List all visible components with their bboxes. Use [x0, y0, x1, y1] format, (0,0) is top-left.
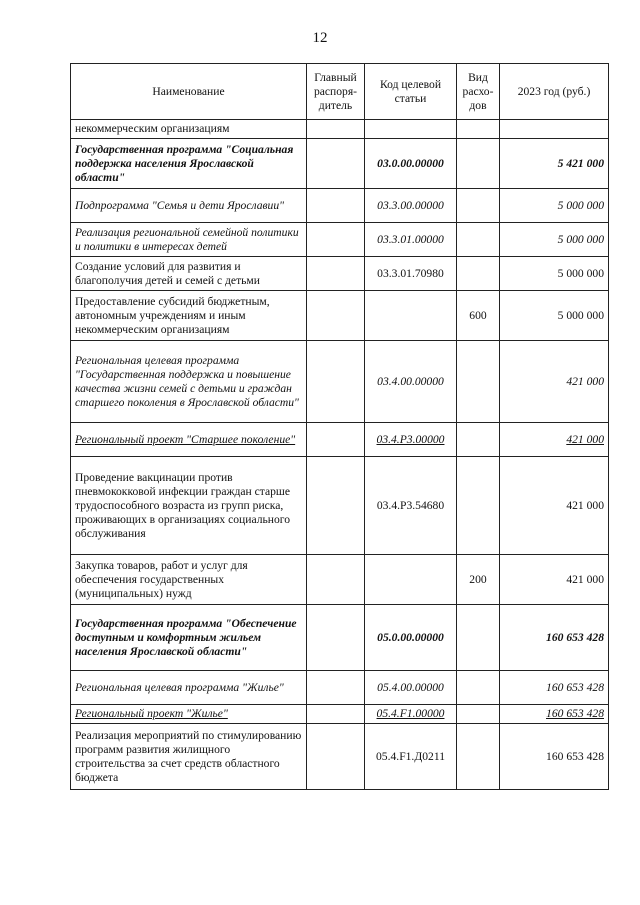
table-row — [71, 341, 609, 423]
table-row — [71, 257, 609, 291]
header-name: Наименование — [71, 64, 307, 120]
row-manager-cell — [307, 139, 365, 189]
row-expense-type-cell — [457, 257, 500, 291]
row-amount-cell-text: 160 653 428 — [546, 630, 604, 644]
row-name-cell — [71, 257, 307, 291]
row-code-cell — [365, 120, 457, 139]
row-amount-cell — [500, 257, 609, 291]
row-name-cell — [71, 139, 307, 189]
row-expense-type-cell — [457, 705, 500, 724]
row-name-cell — [71, 671, 307, 705]
row-amount-cell-text: 160 653 428 — [546, 749, 604, 763]
row-name-cell — [71, 724, 307, 790]
row-amount-cell — [500, 139, 609, 189]
row-expense-type-cell — [457, 120, 500, 139]
row-code-cell — [365, 555, 457, 605]
row-name-cell-text: Подпрограмма "Семья и дети Ярославии" — [75, 198, 284, 212]
row-code-cell — [365, 257, 457, 291]
row-name-cell-text: Государственная программа "Социальная поддержка населения Ярославской области" — [75, 142, 294, 184]
row-amount-cell-text: 5 000 000 — [557, 198, 604, 212]
row-manager-cell — [307, 457, 365, 555]
row-expense-type-cell — [457, 223, 500, 257]
table-row — [71, 705, 609, 724]
row-expense-type-cell — [457, 341, 500, 423]
header-target-code: Код целевой статьи — [365, 64, 457, 120]
row-amount-cell — [500, 671, 609, 705]
row-name-cell-text: Проведение вакцинации против пневмококковой инфекции граждан старше трудоспособного возраста из групп риска, проживающих в организациях социального обслуживания — [75, 470, 291, 540]
row-name-cell-text: Региональная целевая программа "Жилье" — [75, 680, 284, 694]
row-name-cell — [71, 555, 307, 605]
row-name-cell — [71, 423, 307, 457]
row-amount-cell — [500, 705, 609, 724]
row-amount-cell — [500, 223, 609, 257]
row-amount-cell-text: 5 000 000 — [557, 308, 604, 322]
row-amount-cell-text: 421 000 — [566, 374, 604, 388]
row-code-cell-text: 05.4.F1.00000 — [376, 707, 445, 720]
table-row — [71, 457, 609, 555]
table-row — [71, 724, 609, 790]
row-manager-cell — [307, 189, 365, 223]
table-row — [71, 189, 609, 223]
row-expense-type-cell — [457, 457, 500, 555]
row-name-cell-text: Закупка товаров, работ и услуг для обеспечения государственных (муниципальных) нужд — [75, 558, 248, 600]
row-name-cell — [71, 223, 307, 257]
row-name-cell-text: Создание условий для развития и благополучия детей и семей с детьми — [75, 259, 260, 287]
row-expense-type-cell — [457, 724, 500, 790]
row-manager-cell — [307, 257, 365, 291]
row-manager-cell — [307, 555, 365, 605]
row-amount-cell-text: 160 653 428 — [546, 680, 604, 694]
row-code-cell-text: 03.0.00.00000 — [377, 156, 444, 170]
row-manager-cell — [307, 605, 365, 671]
row-name-cell-text: Региональный проект "Старшее поколение" — [75, 432, 296, 446]
row-amount-cell-text: 421 000 — [566, 572, 604, 586]
row-code-cell — [365, 189, 457, 223]
row-name-cell — [71, 605, 307, 671]
row-name-cell-text: Региональный проект "Жилье" — [75, 707, 228, 720]
row-amount-cell-text: 421 000 — [566, 498, 604, 512]
table-row — [71, 671, 609, 705]
row-name-cell — [71, 120, 307, 139]
row-amount-cell-text: 160 653 428 — [546, 707, 604, 720]
row-name-cell-text: Реализация мероприятий по стимулированию программ развития жилищного строительства за счет средств областного бюджета — [75, 728, 302, 784]
row-manager-cell — [307, 671, 365, 705]
row-manager-cell — [307, 341, 365, 423]
row-manager-cell — [307, 705, 365, 724]
table-row — [71, 291, 609, 341]
row-name-cell-text: Региональная целевая программа "Государственная поддержка и повышение качества жизни семей с детьми и граждан старшего поколения в Ярославской области" — [75, 353, 299, 409]
row-code-cell — [365, 423, 457, 457]
row-name-cell — [71, 189, 307, 223]
row-amount-cell — [500, 605, 609, 671]
row-expense-type-cell — [457, 423, 500, 457]
table-header-row — [71, 64, 609, 120]
row-code-cell — [365, 341, 457, 423]
row-expense-type-cell-text: 200 — [469, 572, 487, 586]
header-main-manager: Главный распоря-дитель — [307, 64, 365, 120]
row-name-cell — [71, 705, 307, 724]
row-code-cell — [365, 457, 457, 555]
row-amount-cell — [500, 189, 609, 223]
row-name-cell-text: Государственная программа "Обеспечение доступным и комфортным жильем населения Ярославской области" — [75, 616, 297, 658]
table-row — [71, 423, 609, 457]
page-number: 12 — [312, 30, 328, 46]
table-row — [71, 120, 609, 139]
budget-table — [70, 63, 609, 790]
row-code-cell-text: 05.0.00.00000 — [377, 630, 444, 644]
row-code-cell — [365, 139, 457, 189]
row-expense-type-cell — [457, 291, 500, 341]
row-code-cell-text: 05.4.00.00000 — [377, 680, 444, 694]
row-expense-type-cell — [457, 555, 500, 605]
row-amount-cell — [500, 423, 609, 457]
row-expense-type-cell — [457, 189, 500, 223]
header-expense-type: Вид расхо-дов — [457, 64, 500, 120]
row-expense-type-cell — [457, 139, 500, 189]
row-code-cell-text: 03.3.01.00000 — [377, 232, 444, 246]
row-code-cell — [365, 671, 457, 705]
row-name-cell — [71, 291, 307, 341]
row-amount-cell — [500, 120, 609, 139]
table-row — [71, 555, 609, 605]
row-code-cell — [365, 223, 457, 257]
row-code-cell-text: 03.4.00.00000 — [377, 374, 444, 388]
row-code-cell-text: 03.4.P3.00000 — [376, 432, 445, 446]
row-manager-cell — [307, 120, 365, 139]
row-manager-cell — [307, 291, 365, 341]
row-name-cell-text: некоммерческим организациям — [75, 122, 230, 135]
row-expense-type-cell — [457, 671, 500, 705]
row-amount-cell — [500, 724, 609, 790]
row-amount-cell — [500, 457, 609, 555]
row-manager-cell — [307, 223, 365, 257]
row-code-cell-text: 05.4.F1.Д0211 — [376, 749, 445, 763]
row-amount-cell — [500, 341, 609, 423]
row-expense-type-cell — [457, 605, 500, 671]
row-code-cell-text: 03.3.00.00000 — [377, 198, 444, 212]
table-row — [71, 223, 609, 257]
row-manager-cell — [307, 724, 365, 790]
row-amount-cell-text: 5 421 000 — [557, 156, 604, 170]
table-row — [71, 139, 609, 189]
row-code-cell — [365, 291, 457, 341]
row-amount-cell-text: 5 000 000 — [557, 266, 604, 280]
row-expense-type-cell-text: 600 — [469, 308, 487, 322]
row-code-cell-text: 03.4.P3.54680 — [376, 498, 445, 512]
row-name-cell-text: Реализация региональной семейной политики и политики в интересах детей — [75, 225, 299, 253]
row-name-cell — [71, 457, 307, 555]
table-body — [71, 120, 609, 790]
row-name-cell-text: Предоставление субсидий бюджетным, автономным учреждениям и иным некоммерческим организациям — [75, 294, 270, 336]
row-name-cell — [71, 341, 307, 423]
row-amount-cell-text: 5 000 000 — [557, 232, 604, 246]
row-amount-cell — [500, 291, 609, 341]
table-row — [71, 605, 609, 671]
row-amount-cell-text: 421 000 — [566, 432, 604, 446]
row-code-cell-text: 03.3.01.70980 — [377, 266, 444, 280]
row-amount-cell — [500, 555, 609, 605]
row-code-cell — [365, 705, 457, 724]
row-code-cell — [365, 724, 457, 790]
row-code-cell — [365, 605, 457, 671]
header-amount-2023: 2023 год (руб.) — [500, 64, 609, 120]
row-manager-cell — [307, 423, 365, 457]
